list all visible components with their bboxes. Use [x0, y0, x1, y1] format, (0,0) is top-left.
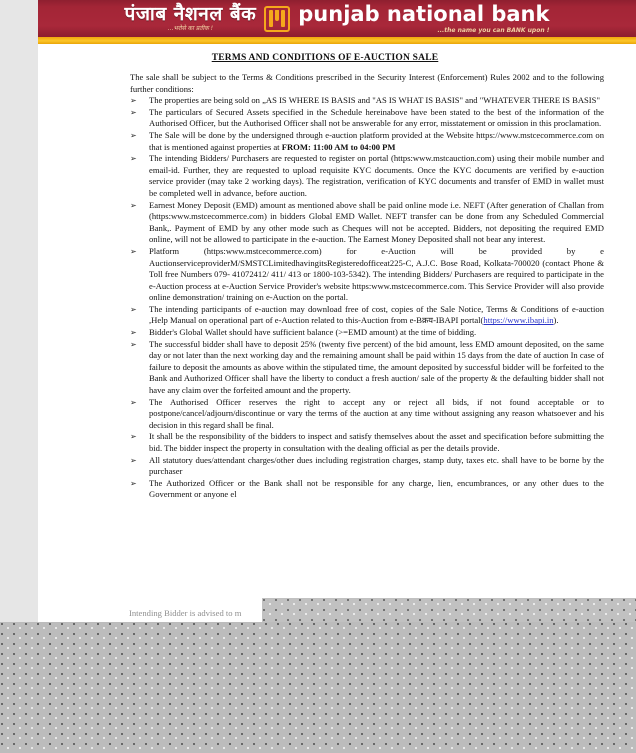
- clause-text: Platform (https:www.mstcecommerce.com) for e-Auction will be provided by e AuctionserviceproviderM/SMSTCLimitedhavingitsRegisteredofficeat225-C, A.J.C. Bose Road, Kolkata-700020 (contact Phone & Toll free Numbers 079- 41072412/ 411/ 413 or 1800-103-5342). The intending Bidders/ Purchasers are required to participate in the e-Auction process at e-Auction Service Provider's website https:www.mstcecommerce.com. This Service Provider will also provide online demonstration/ training on e-Auction on the portal.: [149, 245, 604, 303]
- left-gutter: [0, 0, 38, 622]
- bullet-icon: ➢: [130, 304, 137, 314]
- clause-secured-assets: [130, 107, 604, 130]
- bullet-icon: ➢: [130, 432, 137, 442]
- clause-text: The successful bidder shall have to deposit 25% (twenty five percent) of the bid amount, less EMD amount deposited, on the same day or not later than the next working day and the remaining amount shall be paid within 15 days from the date of auction In case of failure to deposit the amounts as above within the stipulated time, the amount deposited by successful bidder will be forfeited to the Bank and Authorized Officer shall have the liberty to conduct a fresh auction/ sale of the property & the defaulting bidder shall not have any claim over the forfeited amount and the property.: [149, 338, 604, 396]
- auction-time-window: FROM: 11:00 AM to 04:00 PM: [281, 141, 396, 152]
- clause-emd: [130, 200, 604, 246]
- clause-text: Bidder's Global Wallet should have sufficient balance (>=EMD amount) at the time of bidding.: [149, 327, 477, 338]
- bullet-icon: ➢: [130, 328, 137, 338]
- pnb-logo-blade-center: [275, 10, 279, 21]
- bank-name-english-block: [298, 1, 550, 34]
- bullet-icon: ➢: [130, 478, 137, 488]
- clause-text: The particulars of Secured Assets specified in the Schedule hereinabove have been stated to the best of the information of the Authorised Officer, but the Authorised Officer shall not be answerable for any error, misstatement or omission in this proclamation.: [149, 106, 604, 129]
- bank-name-hindi: पंजाब नैशनल बैंक: [124, 3, 257, 25]
- bullet-icon: ➢: [130, 397, 137, 407]
- clause-as-is-where-is: [130, 95, 604, 107]
- bullet-icon: ➢: [130, 200, 137, 210]
- bank-logo-row: [38, 0, 636, 37]
- clause-successful-bidder-deposit: [130, 339, 604, 397]
- bullet-icon: ➢: [130, 246, 137, 256]
- clause-global-wallet: [130, 327, 604, 339]
- bullet-icon: ➢: [130, 154, 137, 164]
- terms-clause-list: [130, 95, 604, 501]
- bank-tagline-english: ...the name you can BANK upon !: [437, 26, 550, 34]
- page-title: TERMS AND CONDITIONS OF E-AUCTION SALE: [211, 53, 439, 63]
- clause-no-responsibility: [130, 478, 604, 501]
- clause-platform-provider: [130, 246, 604, 304]
- bullet-icon: ➢: [130, 455, 137, 465]
- clause-text: The Authorised Officer reserves the right to accept any or reject all bids, if not found acceptable or to postpone/cancel/adjourn/discontinue or vary the terms of the auction at any time without assigning any reason whatsoever and his decision in this regard shall be final.: [149, 396, 604, 430]
- pnb-logo-icon: [264, 6, 290, 32]
- clause-sale-platform: [130, 130, 604, 153]
- bank-name-hindi-block: [125, 5, 257, 32]
- bullet-icon: ➢: [130, 107, 137, 117]
- clause-text-after: ).: [553, 315, 559, 326]
- letterhead-gold-band: [38, 37, 636, 44]
- bullet-icon: ➢: [130, 130, 137, 140]
- bank-tagline-hindi: ...भरोसे का प्रतीक !: [167, 25, 214, 32]
- intro-paragraph: The sale shall be subject to the Terms & Conditions prescribed in the Security Interest (Enforcement) Rules 2002 and to the following further conditions:: [130, 72, 604, 94]
- clause-reserve-rights: [130, 397, 604, 432]
- clause-text: The Authorized Officer or the Bank shall not be responsible for any charge, lien, encumbrances, or any other dues to the Government or anyone el: [149, 477, 604, 500]
- clause-text: The properties are being sold on „AS IS WHERE IS BASIS and "AS IS WHAT IS BASIS" and "WHATEVER THERE IS BASIS": [149, 95, 600, 106]
- halftone-background-region: [0, 622, 636, 753]
- document-page: [38, 0, 636, 622]
- clause-text: Earnest Money Deposit (EMD) amount as mentioned above shall be paid online mode i.e. NEFT (After generation of Challan from (https:www.mstcecommerce.com) in bidders Global EMD Wallet. NEFT transfer can be done from any Scheduled Commercial Bank,. Payment of EMD by any other mode such as Cheques will not be accepted. Bidders, not depositing the required EMD online, will not be allowed to participate in the e-auction. The Earnest Money Deposited shall not bear any interest.: [149, 199, 604, 245]
- bullet-icon: ➢: [130, 96, 137, 106]
- devanagari-word: क्रय: [422, 315, 434, 326]
- clause-text: The Sale will be done by the undersigned through e-auction platform provided at the Website https://www.mstcecommerce.com on that is mentioned against properties at: [149, 129, 604, 152]
- clipped-trailing-text: Intending Bidder is advised to m: [129, 608, 242, 618]
- bullet-icon: ➢: [130, 339, 137, 349]
- pnb-logo-blade-right: [281, 10, 285, 27]
- clause-statutory-dues: [130, 455, 604, 478]
- clause-download-docs: [130, 304, 604, 327]
- clause-text: It shall be the responsibility of the bidders to inspect and satisfy themselves about the asset and specification before submitting the bid. The bidder inspect the property in consultation with the dealing official as per the details provide.: [149, 431, 604, 453]
- bank-letterhead: [38, 0, 636, 44]
- clause-inspection: [130, 431, 604, 454]
- clause-registration: [130, 153, 604, 199]
- clause-text: All statutory dues/attendant charges/other dues including registration charges, stamp duty, taxes etc. shall have to be borne by the purchaser: [149, 454, 604, 477]
- halftone-overlay-upper: [262, 598, 636, 622]
- clause-text-mid: -IBAPI portal(: [433, 315, 484, 326]
- pnb-logo-blade-left: [269, 10, 273, 27]
- bank-name-english: punjab national bank: [298, 1, 550, 26]
- clause-text: The intending participants of e-auction may download free of cost, copies of the Sale Notice, Terms & Conditions of e-auction ,Help Manual on operational part of e-Auction related to this-Auction from e-B: [149, 303, 604, 326]
- ibapi-portal-link[interactable]: https://www.ibapi.in: [483, 315, 554, 326]
- clause-text: The intending Bidders/ Purchasers are requested to register on portal (https:www.mstcauction.com) using their mobile number and email-id. Further, they are requested to upload requisite KYC documents. Once the KYC documents are verified by e-auction service provider (may take 2 working days). The registration, verification of KYC documents and transfer of EMD in wallet must be completed well in advance, before auction.: [149, 153, 604, 198]
- document-body: [38, 44, 612, 501]
